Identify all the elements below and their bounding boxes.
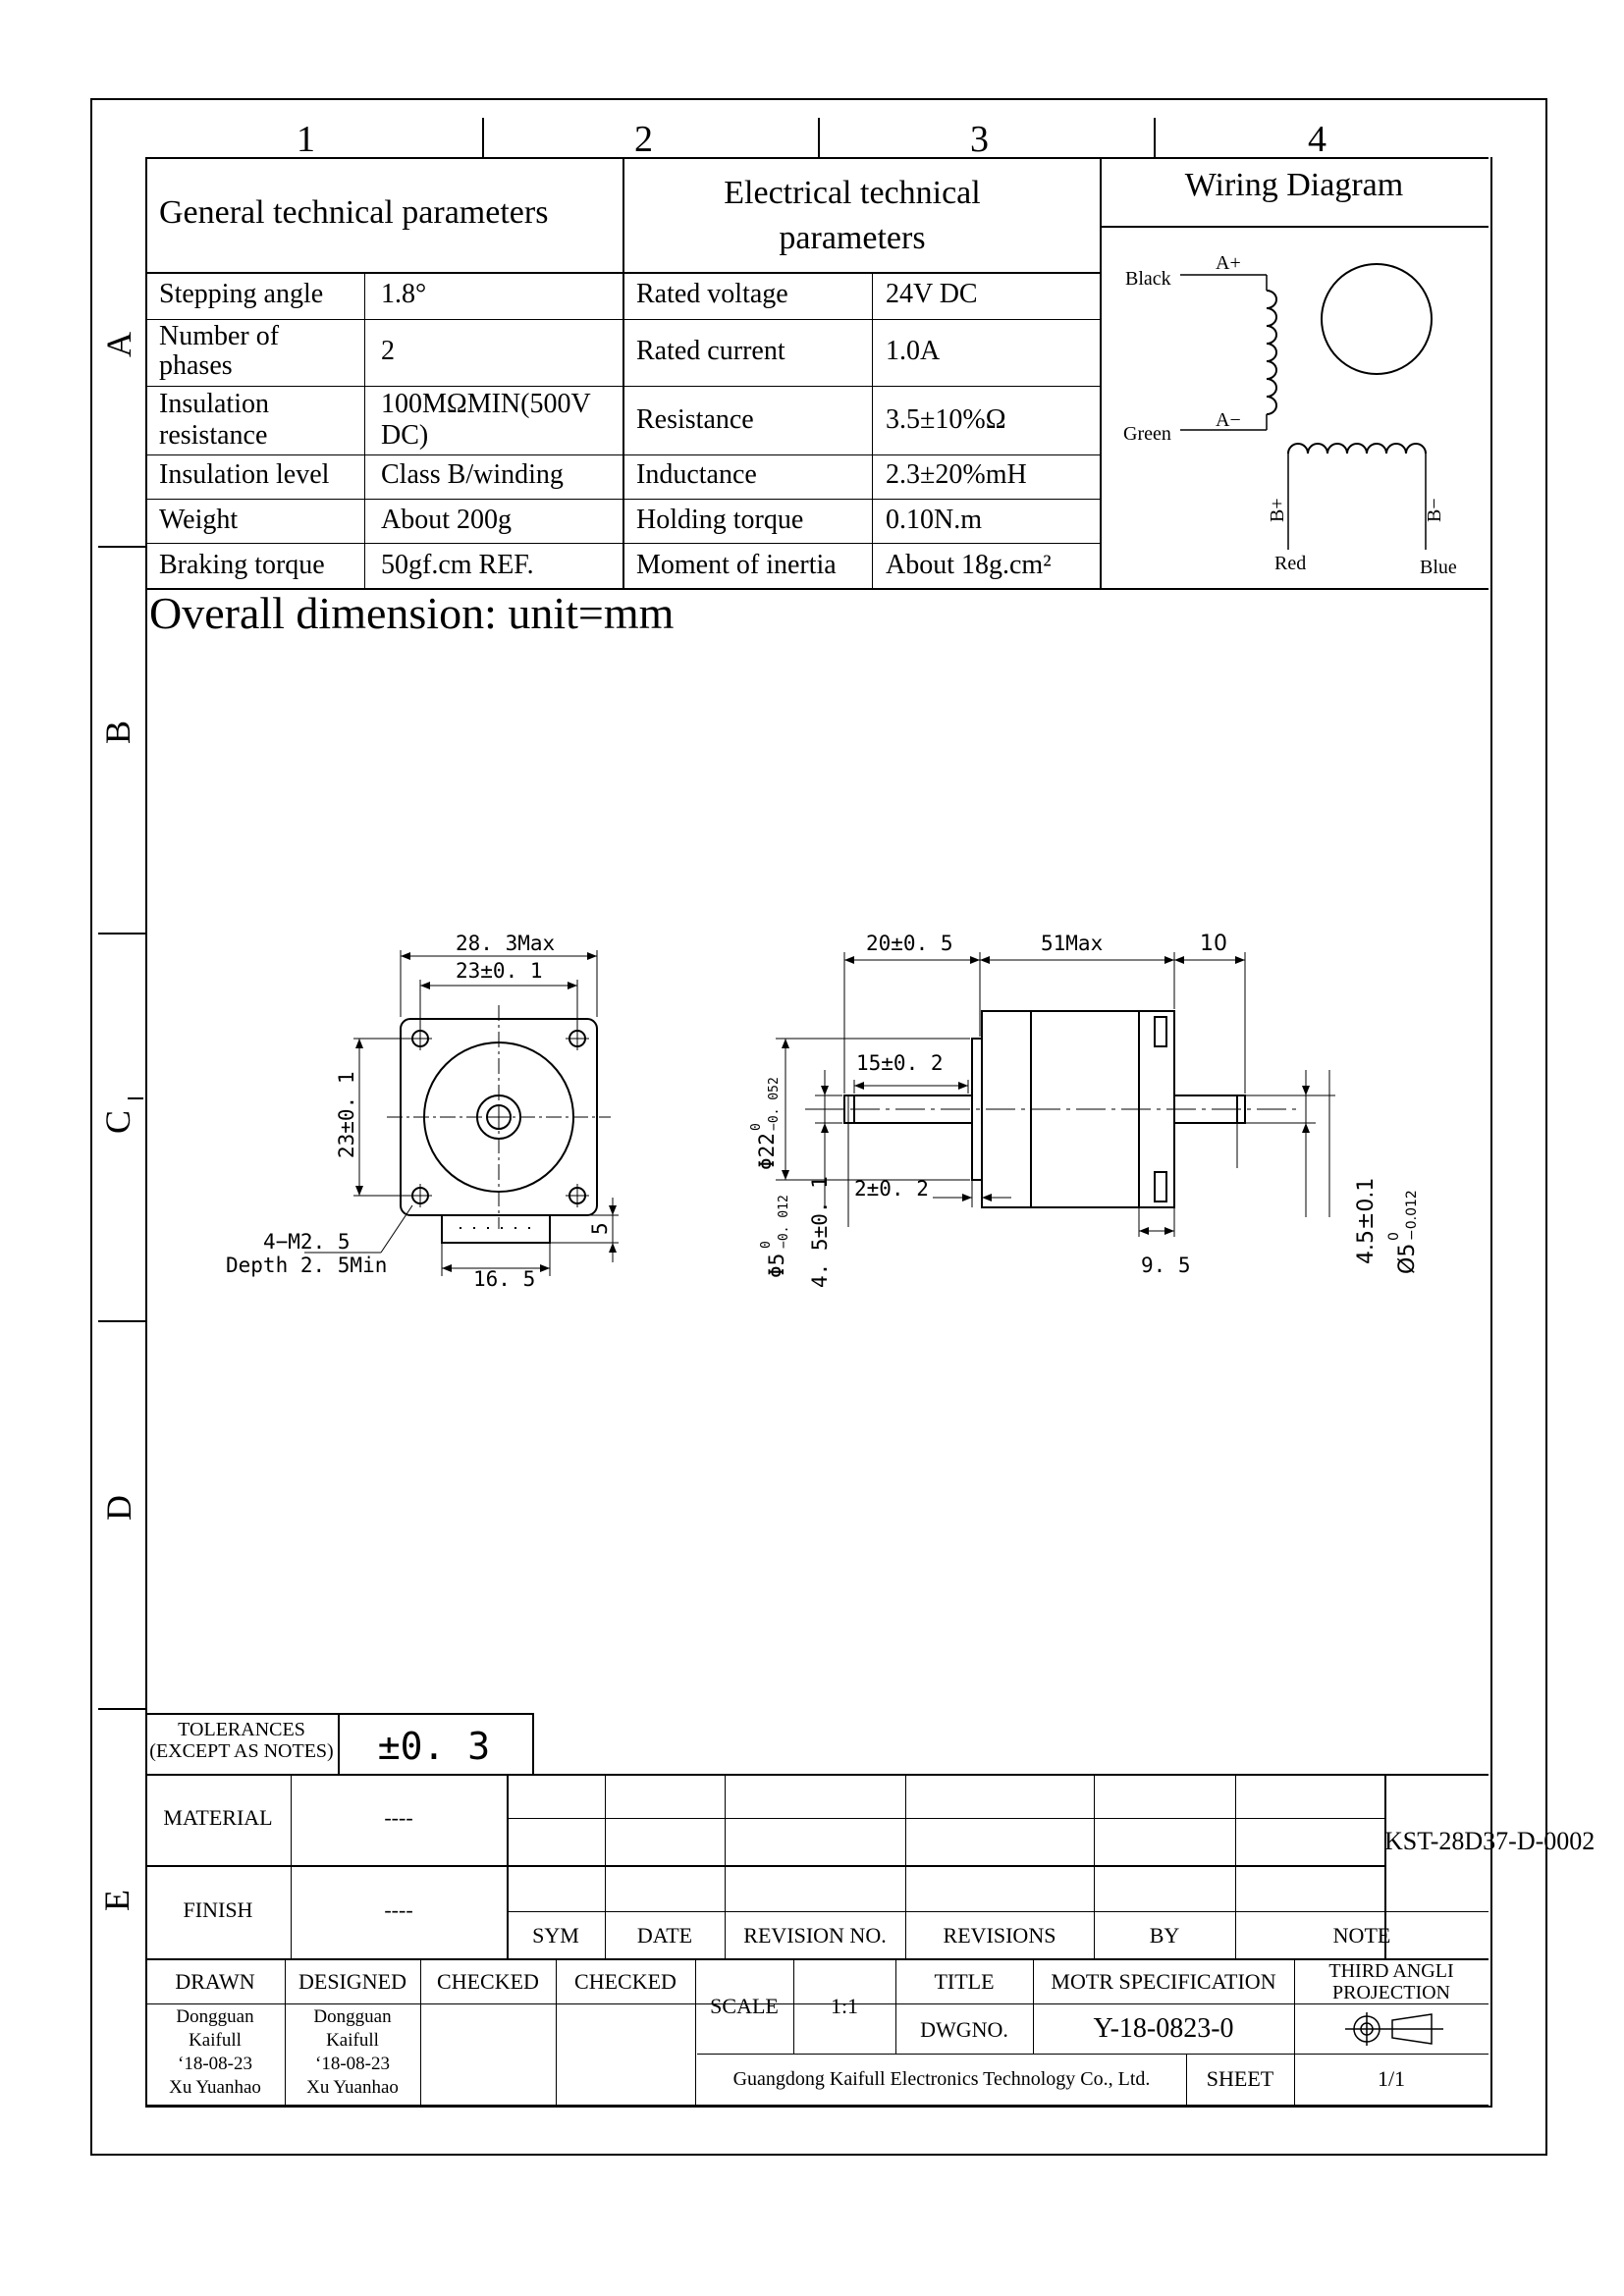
general-params-header: General technical parameters [159,194,549,231]
title-label: TITLE [934,1969,995,1994]
sheet-label: SHEET [1206,2066,1274,2091]
zone-divider [482,118,484,157]
dim-rear-shaft-tol-down: −0.012 [1404,1190,1420,1241]
revision-header-date: DATE [636,1923,693,1948]
part-number: KST-28D37-D-0002 [1384,1827,1596,1855]
param-label: Number of phases [159,321,280,381]
revision-header-revisions: REVISIONS [943,1923,1056,1948]
wire-label-red: Red [1274,553,1307,574]
param-value: 3.5±10%Ω [886,404,1006,435]
wire-label-green: Green [1123,423,1171,445]
tolerances-label: TOLERANCES [178,1719,305,1740]
winding-b [1288,444,1426,454]
zone-col-1: 1 [297,119,315,160]
zone-row-b: B [98,720,138,745]
dim-screw: 4−M2. 5 [263,1230,351,1254]
company-name: Guangdong Kaifull Electronics Technology Co., Ltd. [732,2068,1151,2090]
dim-shaft-length: 20±0. 5 [866,932,953,955]
param-value: About 18g.cm² [886,550,1052,580]
drawn-by: Dongguan Kaifull ‘18-08-23 Xu Yuanhao [169,2006,261,2098]
zone-divider [818,118,820,157]
projection-label-2: PROJECTION [1331,1982,1450,2003]
dim-rear-length: 10 [1200,932,1227,956]
dwgno-value: Y-18-0823-0 [1093,2013,1234,2044]
dim-connector-width: 16. 5 [473,1267,536,1291]
dim-connector-height: 5 [588,1222,612,1235]
wiring-schematic [1100,226,1489,589]
param-value: Class B/winding [381,459,564,490]
wiring-diagram [1100,157,1489,589]
material-value: ---- [384,1805,413,1830]
dim-rear-flat: 4.5±0.1 [1354,1177,1379,1264]
title-block [145,1774,1596,2106]
tolerances-label-note: (EXCEPT AS NOTES) [149,1740,334,1762]
param-value: 24V DC [886,279,978,309]
connector-outline [442,1215,550,1243]
param-value: 1.0A [886,336,941,366]
electrical-params-header: Electrical technical parameters [724,175,981,256]
dim-pilot-tol-down: −0. 052 [767,1077,782,1131]
dim-rear-shaft-diameter: Ø5 [1395,1243,1420,1274]
terminal-a-minus: A− [1216,409,1241,431]
third-angle-projection-icon [1294,2004,1489,2054]
param-label: Resistance [636,404,754,435]
parameter-table [145,157,1100,589]
terminal-b-minus: B− [1424,498,1445,522]
revision-header-by: BY [1149,1923,1180,1948]
zone-divider [98,546,145,548]
scale-value: 1:1 [830,1994,859,2018]
param-label: Weight [159,505,239,535]
param-label: Moment of inertia [636,550,837,580]
front-view-drawing [216,923,638,1296]
dim-pilot-tol-up: 0 [749,1123,764,1131]
param-label: Rated voltage [636,279,788,309]
winding-a [1267,291,1276,414]
material-label: MATERIAL [163,1805,273,1830]
zone-row-d: D [99,1495,138,1521]
connector-pins [460,1227,530,1229]
dim-front-hole: 23±0. 1 [456,959,543,983]
param-label: Inductance [636,459,757,490]
dim-shaft-tol-up: 0 [759,1241,774,1249]
param-label: Insulation level [159,459,330,490]
projection-label: THIRD ANGLI [1328,1960,1454,1982]
zone-col-2: 2 [634,119,653,160]
checked-label: CHECKED [437,1969,539,1994]
zone-col-4: 4 [1308,119,1326,160]
param-value: 0.10N.m [886,505,982,535]
dim-body-length: 51Max [1041,932,1104,955]
param-value: 50gf.cm REF. [381,550,534,580]
param-value: About 200g [381,505,512,535]
dimension-title: Overall dimension: unit=mm [149,588,675,638]
terminal-b-plus: B+ [1267,498,1288,522]
zone-divider [98,1320,145,1322]
dim-rear-shaft-tol-up: 0 [1386,1232,1402,1241]
dwgno-label: DWGNO. [920,2017,1008,2042]
dim-front-max: 28. 3Max [456,932,556,955]
param-label: Stepping angle [159,279,324,309]
dim-screw-depth: Depth 2. 5Min [226,1254,388,1277]
param-label: Braking torque [159,550,325,580]
zone-row-c: C [98,1109,138,1135]
title-value: MOTR SPECIFICATION [1051,1969,1276,1994]
zone-col-3: 3 [970,119,989,160]
designed-label: DESIGNED [298,1969,406,1994]
param-label: Holding torque [636,505,804,535]
finish-label: FINISH [183,1897,253,1922]
motor-rotor-symbol [1322,264,1432,374]
side-view-drawing [687,913,1443,1306]
c-marker [128,1097,143,1099]
dim-flat-depth: 4. 5±0. 1 [808,1176,832,1288]
dim-shaft-tol-down: −0. 012 [777,1195,791,1249]
tolerances-box [145,1713,534,1776]
zone-row-e: E [97,1890,136,1911]
zone-divider [98,1708,145,1710]
designed-by: Dongguan Kaifull ‘18-08-23 Xu Yuanhao [306,2006,399,2098]
wiring-title: Wiring Diagram [1184,167,1404,203]
dim-flat-length: 15±0. 2 [856,1051,944,1075]
drawn-label: DRAWN [175,1969,255,1994]
sheet-value: 1/1 [1377,2066,1406,2091]
dim-front-vert: 23±0. 1 [335,1071,358,1158]
dim-shaft-diameter: Φ5 [765,1253,788,1278]
param-label: Rated current [636,336,785,366]
param-value: 100MΩMIN(500V DC) [381,389,591,451]
dim-pilot-diameter: Φ22 [755,1133,779,1170]
terminal-a-plus: A+ [1216,252,1241,274]
param-label: Insulation resistance [159,389,269,451]
param-value: 1.8° [381,279,427,309]
param-value: 2 [381,336,395,366]
zone-divider [98,933,145,934]
tolerance-value: ±0. 3 [377,1725,491,1768]
wire-label-blue: Blue [1420,557,1457,578]
wire-label-black: Black [1125,268,1171,290]
param-value: 2.3±20%mH [886,459,1027,490]
dim-rear-connector: 9. 5 [1141,1254,1191,1277]
revision-header-number: REVISION NO. [743,1923,887,1948]
zone-row-a: A [99,332,138,357]
finish-value: ---- [384,1897,413,1922]
dim-pilot-height: 2±0. 2 [854,1177,929,1201]
checked-label-2: CHECKED [574,1969,677,1994]
revision-header-sym: SYM [532,1923,579,1948]
scale-label: SCALE [710,1994,779,2018]
note-label: NOTE [1332,1923,1391,1948]
zone-divider [1154,118,1156,157]
